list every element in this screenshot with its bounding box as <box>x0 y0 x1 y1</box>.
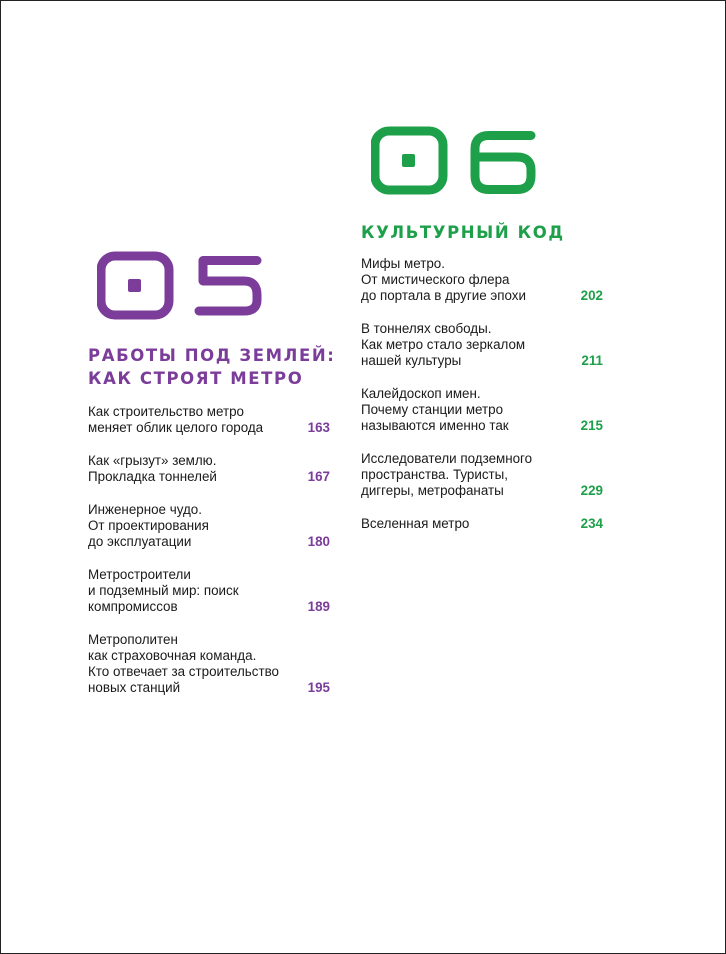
toc-entry-line: Исследователи подземного <box>361 451 533 466</box>
toc-entry[interactable] <box>88 632 330 696</box>
toc-entry[interactable] <box>88 567 330 615</box>
toc-entry-line: до портала в другие эпохи <box>361 288 526 303</box>
toc-entry-line: диггеры, метрофанаты <box>361 483 504 498</box>
toc-entry-line: Как «грызут» землю. <box>88 453 217 468</box>
toc-page-number: 229 <box>580 483 603 498</box>
toc-entry-line: до эксплуатации <box>88 534 192 549</box>
toc-entry[interactable] <box>361 451 603 499</box>
toc-entry[interactable] <box>88 453 330 485</box>
chapter-title <box>361 221 565 244</box>
toc-entry-line: В тоннелях свободы. <box>361 321 492 336</box>
toc-entry[interactable] <box>361 321 603 369</box>
toc-entry-line: Калейдоскоп имен. <box>361 386 481 401</box>
toc-entry-line: Почему станции метро <box>361 402 504 417</box>
toc-entry[interactable] <box>88 404 330 436</box>
toc-page-number: 234 <box>580 516 603 531</box>
toc-page-number: 167 <box>307 469 330 484</box>
chapter-number-06-graphic <box>371 126 543 198</box>
toc-entry[interactable] <box>88 502 330 550</box>
toc-entry-line: Прокладка тоннелей <box>88 469 217 484</box>
toc-page-number: 195 <box>307 680 330 695</box>
toc-entry-line: компромиссов <box>88 599 178 614</box>
toc-entry-line: От мистического флера <box>361 272 510 287</box>
toc-entry-line: Метрополитен <box>88 632 178 647</box>
toc-entry[interactable] <box>361 256 603 304</box>
chapter-title-line: КАК СТРОЯТ МЕТРО <box>88 369 304 388</box>
chapter-number-05 <box>97 251 267 321</box>
toc-page-number: 189 <box>307 599 330 614</box>
toc-entry-line: Мифы метро. <box>361 256 445 271</box>
toc-page-number: 180 <box>307 534 330 549</box>
toc-entry-line: Как строительство метро <box>88 404 244 419</box>
toc-entry-line: пространства. Туристы, <box>361 467 509 482</box>
toc-page-number: 215 <box>580 418 603 433</box>
toc-entry-line: меняет облик целого города <box>88 420 264 435</box>
chapter-number-06 <box>371 126 543 198</box>
toc-entry-line: как страховочная команда. <box>88 648 257 663</box>
toc-entry[interactable] <box>361 386 603 434</box>
toc-entry-line: Вселенная метро <box>361 516 470 531</box>
toc-list <box>361 256 603 549</box>
toc-entry-line: и подземный мир: поиск <box>88 583 239 598</box>
toc-page-number: 202 <box>580 288 603 303</box>
chapter-title-line: КУЛЬТУРНЫЙ КОД <box>361 223 565 242</box>
toc-entry-line: называются именно так <box>361 418 509 433</box>
chapter-number-05-graphic <box>97 251 267 321</box>
chapter-title-line: РАБОТЫ ПОД ЗЕМЛЕЙ: <box>88 346 336 365</box>
toc-entry-line: Метростроители <box>88 567 191 582</box>
toc-entry-line: Как метро стало зеркалом <box>361 337 526 352</box>
toc-entry-line: Инженерное чудо. <box>88 502 202 517</box>
toc-entry-line: нашей культуры <box>361 353 462 368</box>
toc-entry[interactable] <box>361 516 603 532</box>
chapter-title <box>88 344 335 390</box>
toc-entry-line: Кто отвечает за строительство <box>88 664 280 679</box>
toc-entry-line: От проектирования <box>88 518 209 533</box>
toc-entry-line: новых станций <box>88 680 181 695</box>
toc-page-number: 211 <box>581 353 603 368</box>
toc-page-number: 163 <box>307 420 330 435</box>
toc-list <box>88 404 330 713</box>
